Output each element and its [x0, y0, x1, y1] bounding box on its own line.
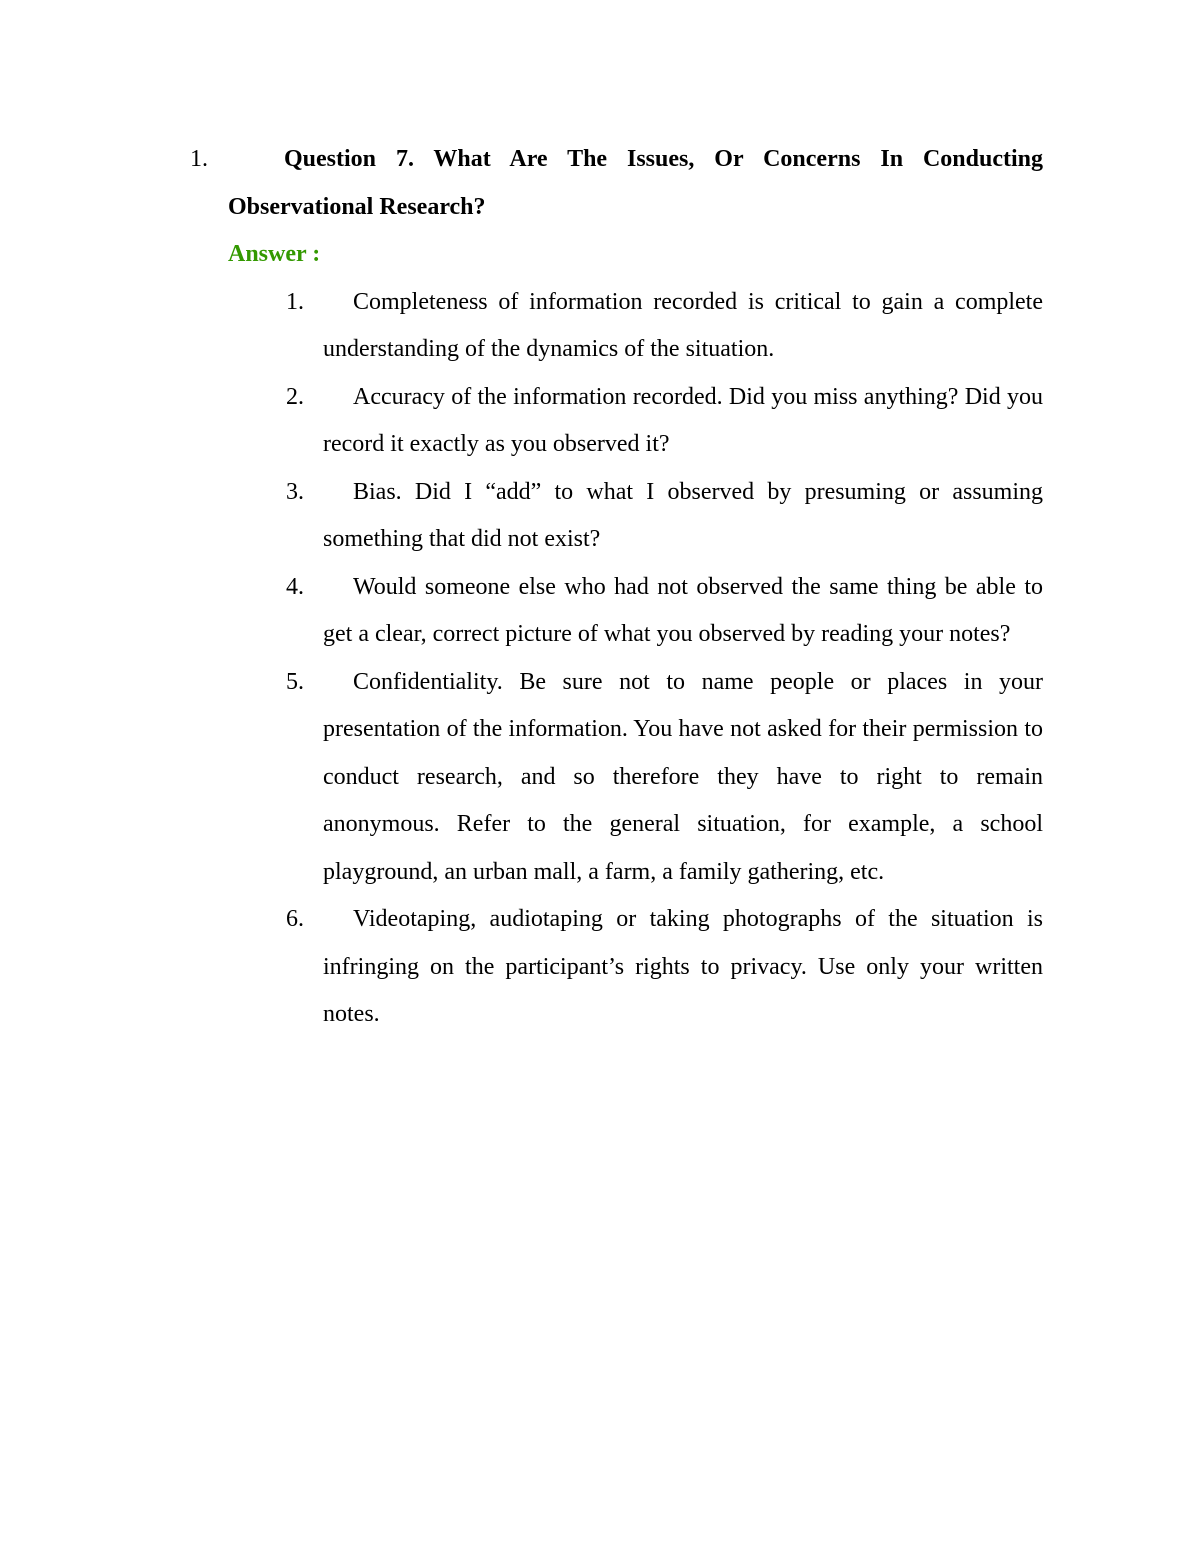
item-number: 1. — [286, 288, 304, 315]
item-text: Would someone else who had not observed the same thing be able to get a clear, correct picture of what you observed by reading your notes? — [323, 573, 1043, 647]
item-text: Accuracy of the information recorded. Did you miss anything? Did you record it exactly as you observed it? — [323, 383, 1043, 457]
item-number: 5. — [286, 668, 304, 695]
item-number: 2. — [286, 383, 304, 410]
item-number: 4. — [286, 573, 304, 600]
answer-item — [286, 469, 1043, 564]
answer-label: Answer : — [228, 241, 321, 267]
item-text: Completeness of information recorded is critical to gain a complete understanding of the dynamics of the situation. — [323, 288, 1043, 362]
item-text: Bias. Did I “add” to what I observed by presuming or assuming something that did not exist? — [323, 478, 1043, 552]
item-text: Videotaping, audiotaping or taking photographs of the situation is infringing on the participant’s rights to privacy. Use only your written notes. — [323, 906, 1043, 1027]
question-block — [190, 136, 1043, 1039]
answer-list — [190, 279, 1043, 1039]
question-heading: Question 7. What Are The Issues, Or Concerns In Conducting Observational Research? — [228, 146, 1043, 220]
item-number: 6. — [286, 906, 304, 932]
answer-item — [286, 279, 1043, 374]
answer-item — [286, 659, 1043, 897]
item-number: 3. — [286, 478, 304, 505]
answer-item — [286, 374, 1043, 469]
answer-item — [286, 896, 1043, 1039]
item-text: Confidentiality. Be sure not to name people or places in your presentation of the information. You have not asked for their permission to conduct research, and so therefore they have to right to remain anonymous. Refer to the general situation, for example, a school playground, an urban mall, a farm, a family gathering, etc. — [323, 668, 1043, 885]
question-number: 1. — [190, 146, 208, 172]
answer-item — [286, 564, 1043, 659]
